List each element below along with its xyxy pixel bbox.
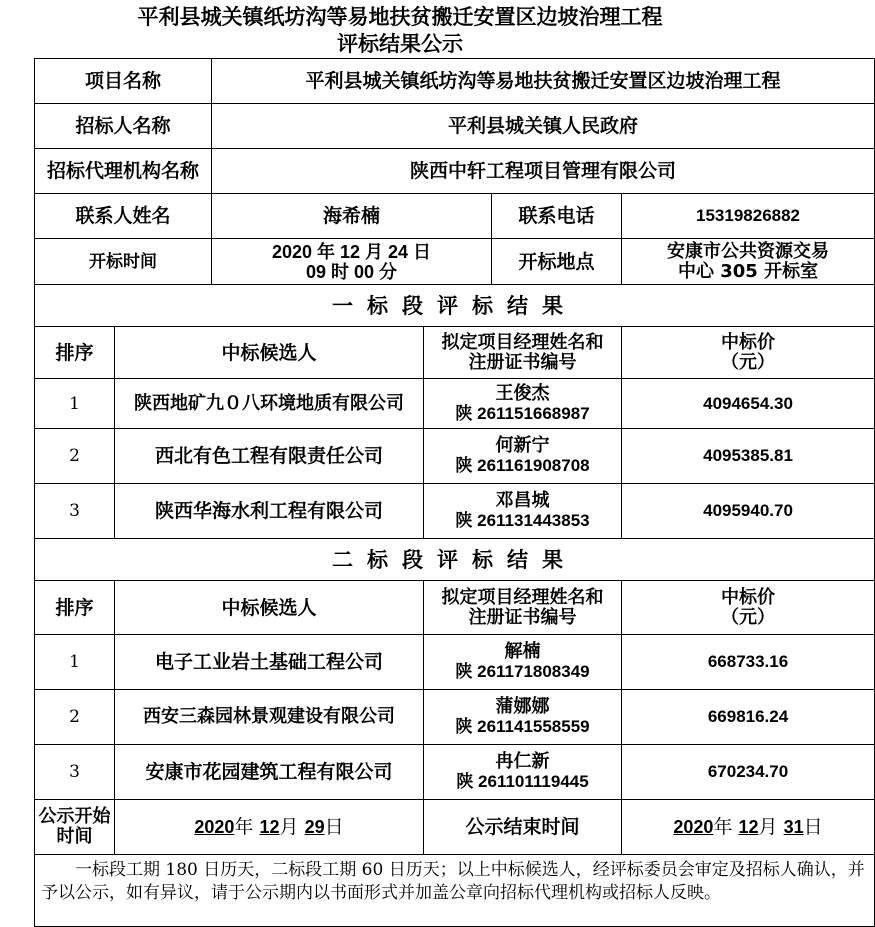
open-place-label: 开标地点 [492, 239, 622, 285]
manager-cell [424, 635, 622, 690]
price-cell: 4094654.30 [622, 379, 875, 429]
col-manager-header-line1: 拟定项目经理姓名和 [441, 331, 604, 353]
manager-name: 王俊杰 [495, 382, 550, 404]
section2-title: 二标段评标结果 [35, 539, 875, 581]
col-price-header [622, 581, 875, 635]
rank-cell: 2 [35, 429, 115, 484]
price-cell: 668733.16 [622, 635, 875, 690]
open-time-hour: 09 时 00 分 [305, 261, 398, 282]
phone-value: 15319826882 [622, 194, 875, 239]
price-cell: 669816.24 [622, 690, 875, 745]
tenderer-row [35, 104, 875, 149]
contact-value: 海希楠 [212, 194, 492, 239]
table-row [35, 484, 875, 539]
price-cell: 4095385.81 [622, 429, 875, 484]
document-title: 平利县城关镇纸坊沟等易地扶贫搬迁安置区边坡治理工程 [137, 5, 663, 29]
candidate-cell: 安康市花园建筑工程有限公司 [115, 745, 424, 800]
candidate-cell: 陕西华海水利工程有限公司 [115, 484, 424, 539]
candidate-cell: 西北有色工程有限责任公司 [115, 429, 424, 484]
open-time-date: 2020 年 12 月 24 日 [271, 241, 432, 262]
manager-cell [424, 484, 622, 539]
rank-cell: 1 [35, 635, 115, 690]
contact-row [35, 194, 875, 239]
manager-cert: 陕 261171808349 [455, 662, 590, 681]
section1-header-row [35, 285, 875, 327]
manager-cert: 陕 261161908708 [455, 456, 590, 475]
col-price-header-line2: （元） [721, 351, 776, 373]
open-place-line1: 安康市公共资源交易 [667, 240, 830, 262]
col-manager-header [424, 327, 622, 379]
col-manager-header-line1: 拟定项目经理姓名和 [441, 586, 604, 608]
tenderer-label: 招标人名称 [35, 104, 212, 149]
table-row [35, 635, 875, 690]
year-char: 年 [234, 816, 254, 838]
start-month: 12 [259, 817, 280, 837]
col-price-header-line1: 中标价 [721, 331, 776, 353]
open-place-value [622, 239, 875, 285]
end-month: 12 [738, 817, 759, 837]
rank-cell: 3 [35, 745, 115, 800]
price-cell: 670234.70 [622, 745, 875, 800]
document-subtitle: 评标结果公示 [337, 32, 463, 56]
section1-column-header-row [35, 327, 875, 379]
manager-name: 何新宁 [495, 435, 550, 456]
agency-row [35, 149, 875, 194]
manager-cell [424, 745, 622, 800]
manager-name: 解楠 [504, 641, 541, 662]
month-char: 月 [758, 816, 778, 838]
col-candidate-header: 中标候选人 [115, 581, 424, 635]
publicity-end-label: 公示结束时间 [424, 800, 622, 855]
manager-cert: 陕 261131443853 [455, 511, 590, 530]
contact-label: 联系人姓名 [35, 194, 212, 239]
day-char: 日 [324, 816, 344, 838]
manager-cert: 陕 261101119445 [456, 772, 589, 791]
manager-cell [424, 379, 622, 429]
candidate-cell: 西安三森园林景观建设有限公司 [115, 690, 424, 745]
col-manager-header [424, 581, 622, 635]
manager-cell [424, 690, 622, 745]
publicity-row [35, 800, 875, 855]
manager-name: 邓昌城 [495, 490, 550, 511]
end-year: 2020 [673, 817, 714, 837]
phone-label: 联系电话 [492, 194, 622, 239]
year-char: 年 [713, 816, 733, 838]
table-row [35, 745, 875, 800]
manager-cert: 陕 261141558559 [455, 717, 590, 736]
manager-name: 蒲娜娜 [495, 696, 550, 717]
candidate-cell: 电子工业岩土基础工程公司 [115, 635, 424, 690]
project-name-row [35, 59, 875, 104]
candidate-cell: 陕西地矿九０八环境地质有限公司 [115, 379, 424, 429]
tenderer-value: 平利县城关镇人民政府 [212, 104, 875, 149]
agency-label: 招标代理机构名称 [35, 149, 212, 194]
project-name-label: 项目名称 [35, 59, 212, 104]
publicity-end-value [622, 800, 875, 855]
col-price-header-line1: 中标价 [721, 586, 776, 608]
manager-cell [424, 429, 622, 484]
publicity-start-value [115, 800, 424, 855]
rank-cell: 1 [35, 379, 115, 429]
agency-value: 陕西中轩工程项目管理有限公司 [212, 149, 875, 194]
bid-result-table [34, 58, 875, 927]
open-time-label: 开标时间 [35, 239, 212, 285]
section2-header-row [35, 539, 875, 581]
table-row [35, 429, 875, 484]
manager-cert: 陕 261151668987 [455, 403, 590, 423]
col-manager-header-line2: 注册证书编号 [468, 606, 577, 628]
rank-cell: 2 [35, 690, 115, 745]
section1-title: 一标段评标结果 [35, 285, 875, 327]
open-time-value [212, 239, 492, 285]
col-price-header [622, 327, 875, 379]
open-place-line2: 中心 305 开标室 [677, 260, 819, 282]
manager-name: 冉仁新 [495, 751, 550, 772]
day-char: 日 [803, 816, 823, 838]
publicity-start-label: 公示开始时间 [35, 800, 115, 855]
table-row [35, 379, 875, 429]
section2-column-header-row [35, 581, 875, 635]
start-day: 29 [304, 817, 325, 837]
col-rank-header: 排序 [35, 327, 115, 379]
month-char: 月 [279, 816, 299, 838]
col-manager-header-line2: 注册证书编号 [468, 351, 577, 373]
project-name-value: 平利县城关镇纸坊沟等易地扶贫搬迁安置区边坡治理工程 [212, 59, 875, 104]
note-row [35, 855, 875, 927]
col-price-header-line2: （元） [721, 606, 776, 628]
table-row [35, 690, 875, 745]
opening-row [35, 239, 875, 285]
col-rank-header: 排序 [35, 581, 115, 635]
note-text: 一标段工期 180 日历天，二标段工期 60 日历天；以上中标候选人，经评标委员会审定及招标人确认，并予以公示，如有异议，请于公示期内以书面形式并加盖公章向招标代理机构或招标人反映。 [35, 855, 875, 927]
end-day: 31 [783, 817, 804, 837]
rank-cell: 3 [35, 484, 115, 539]
price-cell: 4095940.70 [622, 484, 875, 539]
start-year: 2020 [194, 817, 235, 837]
col-candidate-header: 中标候选人 [115, 327, 424, 379]
